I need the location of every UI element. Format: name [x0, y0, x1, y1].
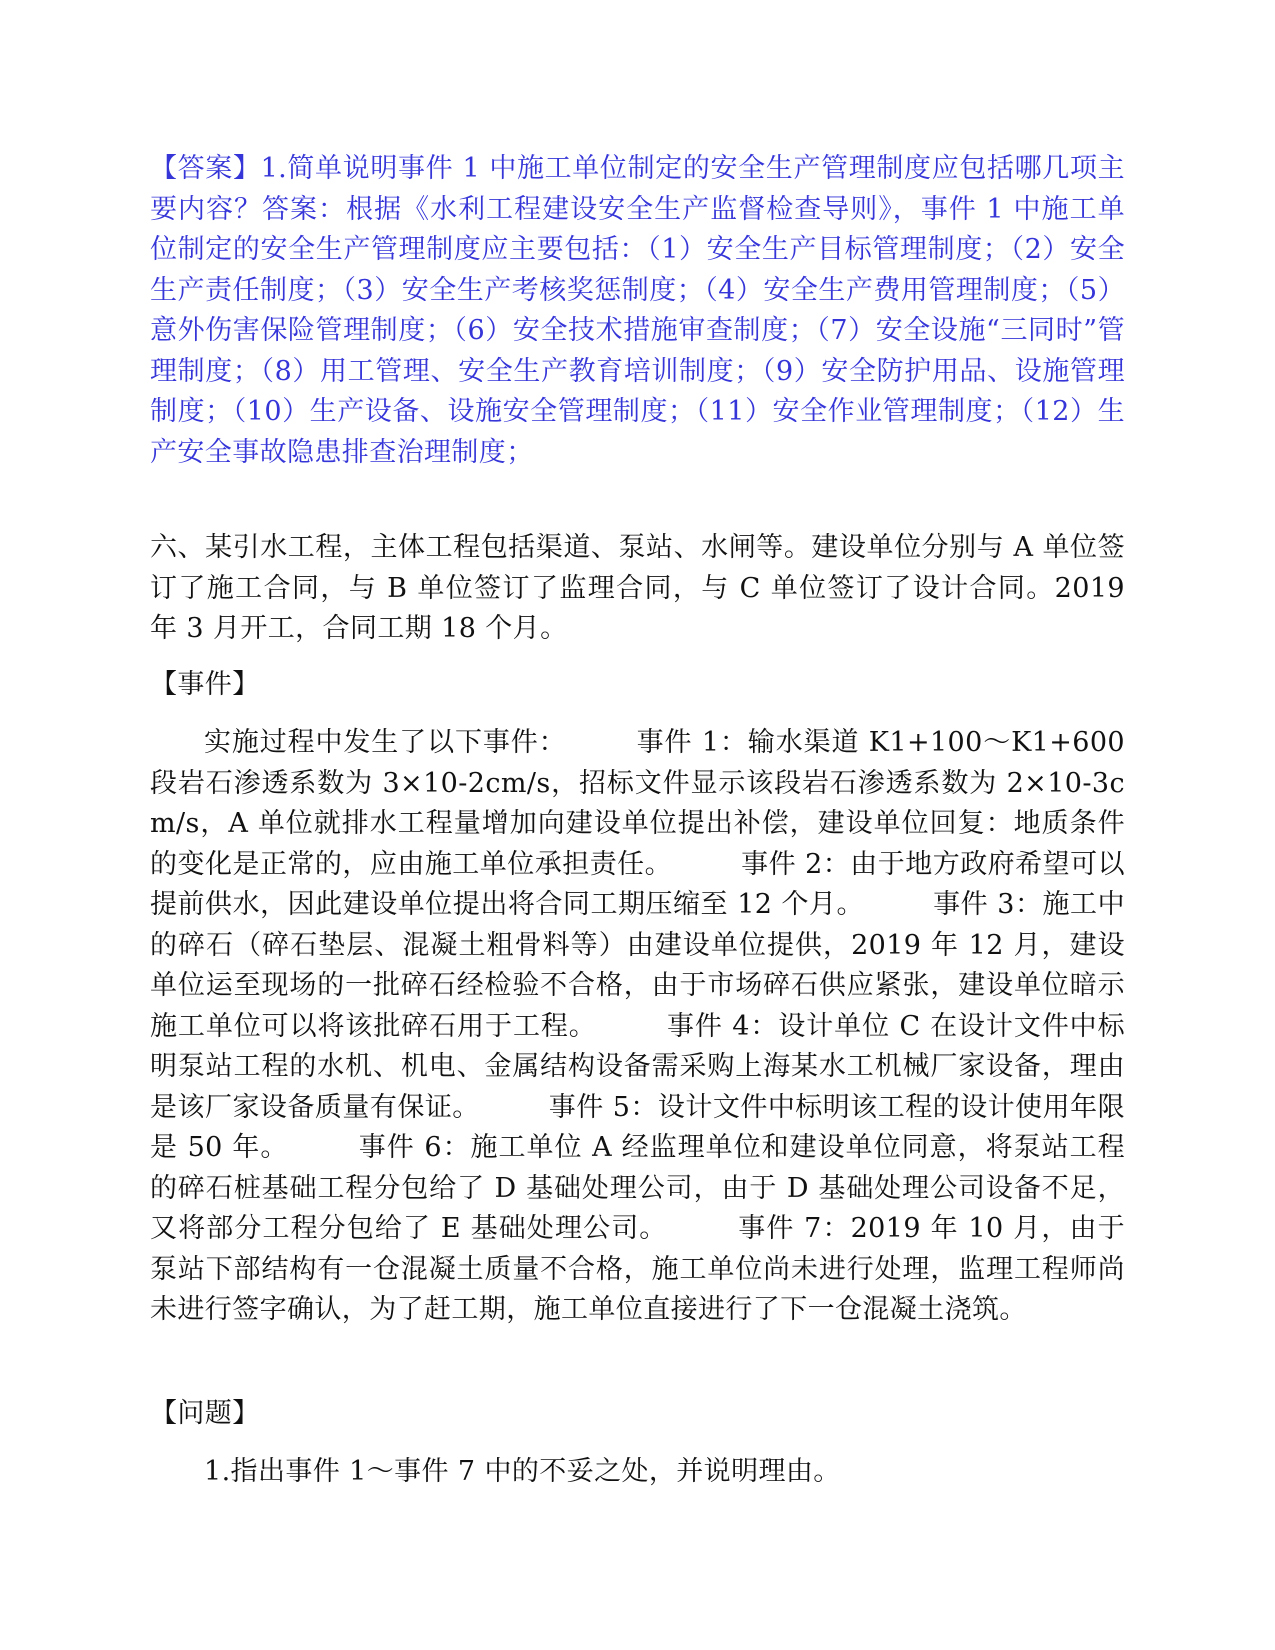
case-intro-paragraph: 六、某引水工程，主体工程包括渠道、泵站、水闸等。建设单位分别与 A 单位签订了施工合同，与 B 单位签订了监理合同，与 C 单位签订了设计合同。2019 年 3 月开工，合同工期 18 个月。: [150, 532, 1125, 644]
answer-paragraph: 【答案】1.简单说明事件 1 中施工单位制定的安全生产管理制度应包括哪几项主要内容？答案：根据《水利工程建设安全生产监督检查导则》，事件 1 中施工单位制定的安全生产管理制度应主要包括：（1）安全生产目标管理制度；（2）安全生产责任制度；（3）安全生产考核奖惩制度；（4）安全生产费用管理制度；（5）意外伤害保险管理制度；（6）安全技术措施审查制度；（7）安全设施“三同时”管理制度；（8）用工管理、安全生产教育培训制度；（9）安全防护用品、设施管理制度；（10）生产设备、设施安全管理制度；（11）安全作业管理制度；（12）生产安全事故隐患排查治理制度；: [150, 153, 1125, 468]
events-paragraph: 实施过程中发生了以下事件： 事件 1：输水渠道 K1+100～K1+600 段岩石渗透系数为 3×10-2cm/s，招标文件显示该段岩石渗透系数为 2×10-3cm/s，A 单位就排水工程量增加向建设单位提出补偿，建设单位回复：地质条件的变化是正常的，应由施工单位承担责任。 事件 2：由于地方政府希望可以提前供水，因此建设单位提出将合同工期压缩至 12 个月。 事件 3：施工中的碎石（碎石垫层、混凝土粗骨料等）由建设单位提供，2019 年 12 月，建设单位运至现场的一批碎石经检验不合格，由于市场碎石供应紧张，建设单位暗示施工单位可以将该批碎石用于工程。 事件 4：设计单位 C 在设计文件中标明泵站工程的水机、机电、金属结构设备需采购上海某水工机械厂家设备，理由是该厂家设备质量有保证。 事件 5：设计文件中标明该工程的设计使用年限是 50 年。 事件 6：施工单位 A 经监理单位和建设单位同意，将泵站工程的碎石桩基础工程分包给了 D 基础处理公司，由于 D 基础处理公司设备不足，又将部分工程分包给了 E 基础处理公司。 事件 7：2019 年 10 月，由于泵站下部结构有一仓混凝土质量不合格，施工单位尚未进行处理，监理工程师尚未进行签字确认，为了赶工期，施工单位直接进行了下一仓混凝土浇筑。: [150, 727, 1125, 1325]
question-heading: 【问题】: [150, 1398, 260, 1429]
question-item-1: 1.指出事件 1～事件 7 中的不妥之处，并说明理由。: [204, 1456, 841, 1487]
events-heading: 【事件】: [150, 669, 260, 700]
